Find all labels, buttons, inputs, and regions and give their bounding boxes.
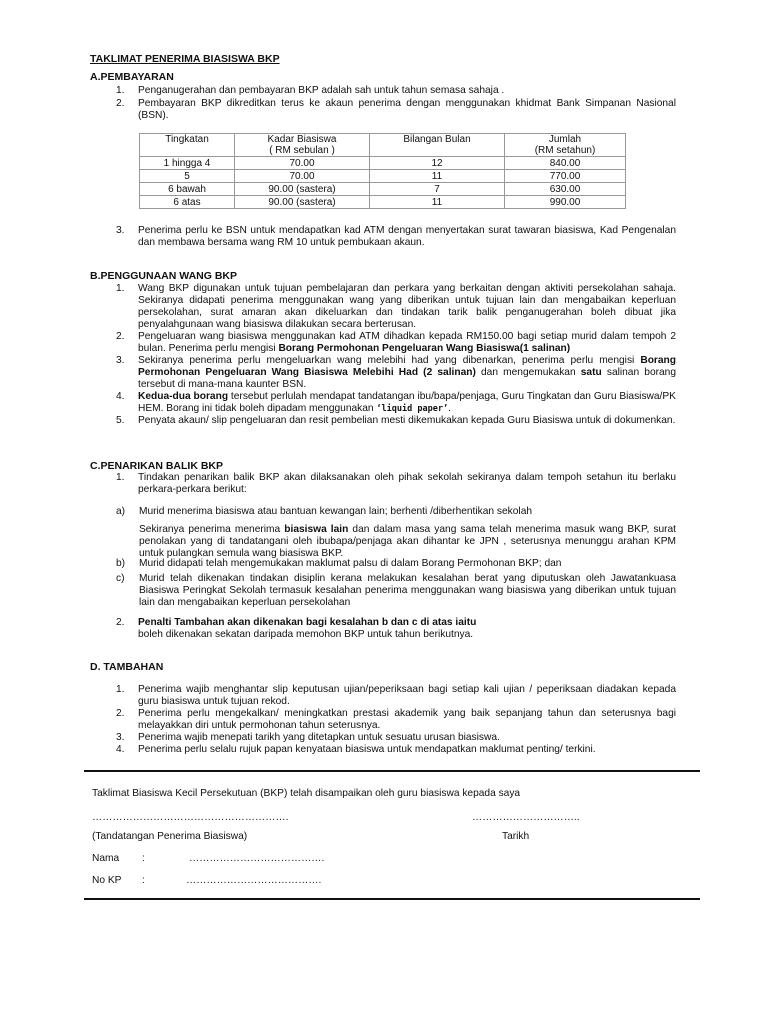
item-text: Tindakan penarikan balik BKP akan dilaksanakan oleh pihak sekolah sekiranya dalam tempoh setahun itu berlaku perkara-perkara berikut: — [138, 472, 676, 496]
table-row — [140, 170, 626, 183]
item-text: Penerima perlu selalu rujuk papan kenyataan biasiswa untuk mendapatkan maklumat penting/ terkini. — [138, 744, 596, 755]
item-text: Pengeluaran wang biasiswa menggunakan kad ATM dihadkan kepada RM150.00 bagi setiap murid dalam tempoh 2 bulan. Penerima perlu mengisi Borang Permohonan Pengeluaran Wang Biasiswa(1 salinan) — [138, 331, 676, 355]
section-c-heading: C.PENARIKAN BALIK BKP — [90, 460, 224, 472]
item-number: 3. — [116, 355, 125, 366]
table-cell: 11 — [370, 170, 505, 183]
kp-dotted-line: …………………………………. — [186, 875, 322, 886]
sub-item-letter: c) — [116, 573, 125, 584]
kp-label: No KP — [92, 875, 122, 886]
sub-item-letter: a) — [116, 506, 126, 517]
table-cell: 1 hingga 4 — [140, 157, 235, 170]
section-d-item-4 — [116, 744, 676, 756]
table-cell: 70.00 — [235, 157, 370, 170]
table-row — [140, 157, 626, 170]
divider-top — [84, 770, 700, 772]
section-c-sub-c — [116, 573, 676, 609]
sub-item-letter: b) — [116, 558, 126, 569]
item-number: 2. — [116, 331, 125, 342]
table-cell: 840.00 — [505, 157, 626, 170]
item-number: 1. — [116, 283, 125, 294]
item-number: 4. — [116, 391, 125, 402]
item-number: 3. — [116, 225, 125, 236]
section-b-item-4 — [116, 391, 676, 415]
date-dotted-line: ………………………….. — [472, 812, 580, 823]
table-cell: 90.00 (sastera) — [235, 196, 370, 209]
kp-colon: : — [142, 875, 145, 886]
signature-dotted-line: …………………………………………………. — [92, 812, 289, 823]
item-text: Kedua-dua borang tersebut perlulah mendapat tandatangan ibu/bapa/penjaga, Guru Tingkatan dan Guru Biasiswa/PK HEM. Borang ini tidak boleh dipadam menggunakan ‘liquid paper’. — [138, 391, 676, 415]
table-cell: 770.00 — [505, 170, 626, 183]
liquid-paper-text: ‘liquid paper’ — [376, 404, 449, 415]
section-d-item-3 — [116, 732, 676, 744]
section-c-sub-a — [116, 506, 676, 560]
section-a-item-1 — [116, 85, 676, 97]
sub-item-text: Murid menerima biasiswa atau bantuan kewangan lain; berhenti /diberhentikan sekolah — [139, 506, 533, 517]
item-number: 1. — [116, 85, 125, 96]
section-b-item-5 — [116, 415, 676, 427]
header-cell: Tingkatan — [140, 134, 235, 157]
item-text: Penerima perlu ke BSN untuk mendapatkan kad ATM dengan menyertakan surat tawaran biasiswa, Kad Pengenalan dan membawa bersama wang RM 10 untuk pembukaan akaun. — [138, 225, 676, 249]
section-a-item-3 — [116, 225, 676, 249]
date-label: Tarikh — [502, 831, 530, 842]
item-number: 5. — [116, 415, 125, 426]
section-a-item-2 — [116, 98, 676, 122]
item-number: 2. — [116, 708, 125, 719]
header-cell: Jumlah (RM setahun) — [505, 134, 626, 157]
section-d-item-1 — [116, 684, 676, 708]
table-cell: 70.00 — [235, 170, 370, 183]
table-cell: 6 bawah — [140, 183, 235, 196]
section-b-item-2 — [116, 331, 676, 355]
item-number: 1. — [116, 472, 125, 483]
table-cell: 90.00 (sastera) — [235, 183, 370, 196]
item-text: Penalti Tambahan akan dikenakan bagi kesalahan b dan c di atas iaitu boleh dikenakan sekatan daripada memohon BKP untuk tahun berikutnya. — [138, 617, 477, 641]
form-name-bold: Borang Permohonan Pengeluaran Wang Biasiswa Melebihi Had (2 salinan) — [138, 355, 676, 379]
section-b-item-3 — [116, 355, 676, 391]
item-number: 2. — [116, 98, 125, 109]
section-b-item-1 — [116, 283, 676, 331]
item-text: Penyata akaun/ slip pengeluaran dan resit pembelian mesti dikemukakan kepada Guru Biasiswa untuk di dokumenkan. — [138, 415, 676, 426]
section-c-sub-b — [116, 558, 676, 570]
item-text: Penganugerahan dan pembayaran BKP adalah sah untuk tahun semasa sahaja . — [138, 85, 505, 96]
sub-item-text: Murid didapati telah mengemukakan maklumat palsu di dalam Borang Permohonan BKP; dan — [139, 558, 562, 569]
table-cell: 7 — [370, 183, 505, 196]
section-d-heading: D. TAMBAHAN — [90, 661, 164, 673]
item-text: Wang BKP digunakan untuk tujuan pembelajaran dan perkara yang berkaitan dengan aktiviti persekolahan sahaja. Sekiranya didapati penerima menggunakan wang yang diberikan untuk tujuan lain dan mengabaikan keperluan persekolahan, surat amaran akan dikeluarkan dan tindakan tarik balik penganugerahan boleh dibuat jika penyalahgunaan wang biasiswa dilakukan secara berterusan. — [138, 283, 676, 331]
table-cell: 6 atas — [140, 196, 235, 209]
signature-label: (Tandatangan Penerima Biasiswa) — [92, 831, 248, 842]
table-cell: 5 — [140, 170, 235, 183]
section-b-heading: B.PENGGUNAAN WANG BKP — [90, 270, 238, 282]
form-name-bold: Borang Permohonan Pengeluaran Wang Biasiswa(1 salinan) — [278, 343, 571, 355]
header-cell: Bilangan Bulan — [370, 134, 505, 157]
item-number: 3. — [116, 732, 125, 743]
section-c-item-1 — [116, 472, 676, 496]
item-number: 2. — [116, 617, 125, 628]
item-text: Penerima perlu mengekalkan/ meningkatkan prestasi akademik yang baik sepanjang tahun dan seterusnya bagi melayakkan diri untuk permohonan tahun seterusnya. — [138, 708, 676, 732]
item-text: Penerima wajib menghantar slip keputusan ujian/peperiksaan bagi setiap kali ujian / peperiksaan diadakan kepada guru biasiswa untuk tujuan rekod. — [138, 684, 676, 708]
table-row — [140, 196, 626, 209]
document-title: TAKLIMAT PENERIMA BIASISWA BKP — [90, 53, 280, 65]
sub-item-text: Murid telah dikenakan tindakan disiplin kerana melakukan kesalahan berat yang diputuskan oleh Jawatankuasa Biasiswa Peringkat Sekolah termasuk kesalahan penerima menggunakan wang biasiswa yang diberikan untuk tujuan lain dan mengabaikan keperluan persekolahan — [139, 573, 676, 609]
item-number: 1. — [116, 684, 125, 695]
item-text: Penerima wajib menepati tarikh yang ditetapkan untuk sesuatu urusan biasiswa. — [138, 732, 500, 743]
table-cell: 990.00 — [505, 196, 626, 209]
name-colon: : — [142, 853, 145, 864]
header-cell: Kadar Biasiswa ( RM sebulan ) — [235, 134, 370, 157]
item-number: 4. — [116, 744, 125, 755]
name-dotted-line: …………………………………. — [189, 853, 325, 864]
acknowledgement-statement: Taklimat Biasiswa Kecil Persekutuan (BKP) telah disampaikan oleh guru biasiswa kepada saya — [92, 788, 521, 799]
table-cell: 630.00 — [505, 183, 626, 196]
sub-item-paragraph: Sekiranya penerima menerima biasiswa lain dan dalam masa yang sama telah menerima masuk wang BKP, surat penolakan yang di tandatangani oleh ibubapa/penjaga akan dihantar ke JPN , seterusnya menunggu arahan KPM untuk pulangkan semula wang biasiswa BKP. — [139, 524, 676, 560]
section-c-item-2 — [116, 617, 676, 641]
item-text: Pembayaran BKP dikreditkan terus ke akaun penerima dengan menggunakan khidmat Bank Simpanan Nasional (BSN). — [138, 98, 676, 122]
section-d-item-2 — [116, 708, 676, 732]
section-a-heading: A.PEMBAYARAN — [90, 71, 174, 83]
table-cell: 12 — [370, 157, 505, 170]
divider-bottom — [84, 898, 700, 900]
item-text: Sekiranya penerima perlu mengeluarkan wang melebihi had yang dibenarkan, penerima perlu mengisi Borang Permohonan Pengeluaran Wang Biasiswa Melebihi Had (2 salinan) dan mengemukakan satu salinan borang tersebut di mana-mana kaunter BSN. — [138, 355, 676, 391]
scholarship-rate-table — [139, 133, 626, 209]
name-label: Nama — [92, 853, 120, 864]
table-row — [140, 183, 626, 196]
table-cell: 11 — [370, 196, 505, 209]
table-header-row — [140, 134, 626, 157]
